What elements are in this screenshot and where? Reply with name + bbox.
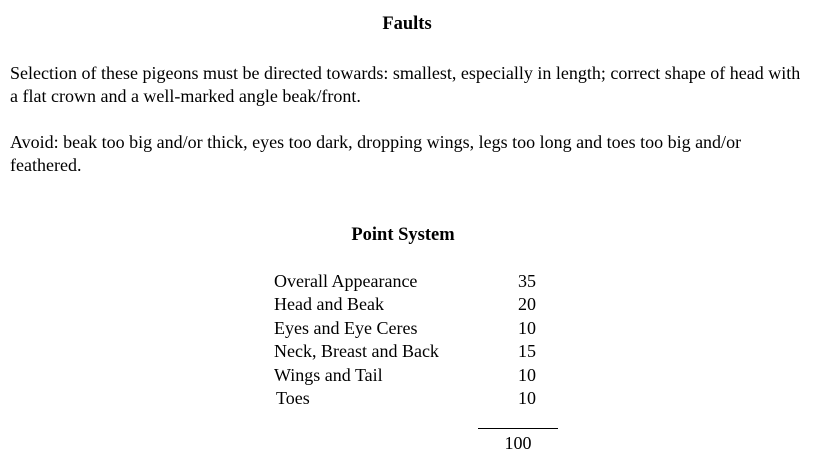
total-divider [478,428,558,429]
selection-paragraph: Selection of these pigeons must be directed towards: smallest, especially in length; correct shape of head with a flat crown and a well-marked angle beak/front. [10,63,801,106]
score-row-eyes-and-eye-ceres [274,317,544,340]
score-value: 10 [518,317,536,338]
score-label: Toes [276,387,310,408]
score-value: 15 [518,341,536,362]
score-row-neck-breast-back [274,340,544,363]
score-label: Wings and Tail [274,364,383,385]
score-value: 10 [518,387,536,408]
score-value: 35 [518,271,536,291]
point-system-table [274,270,544,410]
score-label: Neck, Breast and Back [274,341,439,362]
score-label: Overall Appearance [274,271,418,291]
score-row-overall-appearance [274,270,544,293]
score-row-wings-and-tail [274,364,544,387]
score-label: Eyes and Eye Ceres [274,317,418,338]
avoid-paragraph: Avoid: beak too big and/or thick, eyes too dark, dropping wings, legs too long and toes too big and/or feathered. [10,132,742,175]
score-row-toes [274,387,544,410]
faults-heading: Faults [382,14,432,34]
score-value: 20 [518,294,536,315]
score-value: 10 [518,364,536,385]
score-row-head-and-beak [274,293,544,316]
point-system-heading: Point System [351,225,455,245]
total-points: 100 [504,433,532,453]
score-label: Head and Beak [274,294,384,315]
